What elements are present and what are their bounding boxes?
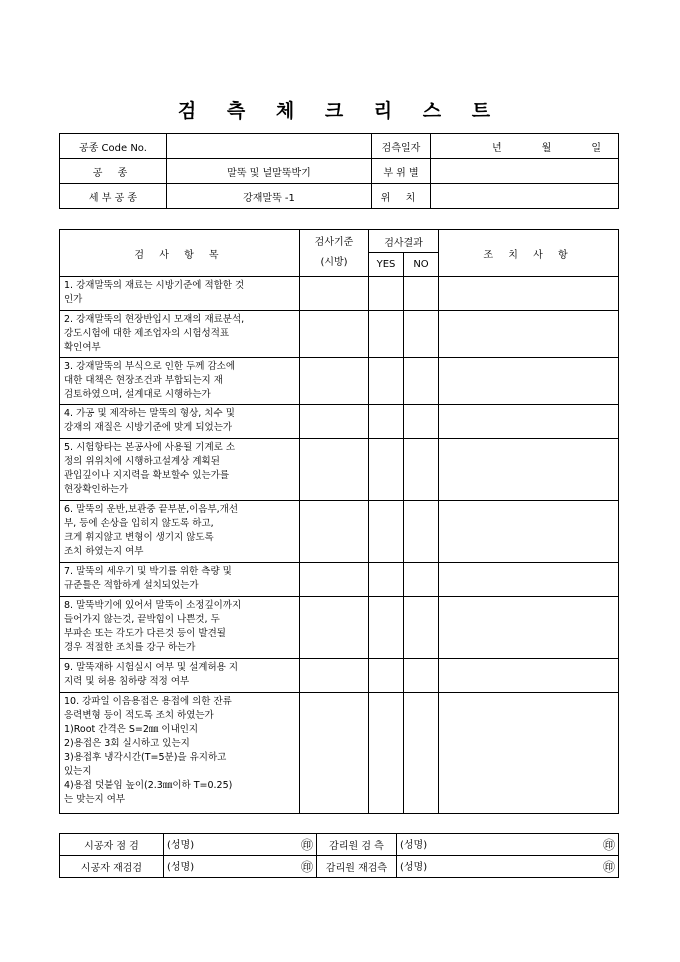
- seal-icon: ㊞: [300, 860, 313, 874]
- contractor-inspect-label: 시공자 점 검: [60, 834, 164, 856]
- standard-cell[interactable]: [300, 405, 369, 439]
- supervisor-reinspect-sign[interactable]: [397, 856, 619, 878]
- action-cell[interactable]: [439, 693, 619, 814]
- date-day: 일: [591, 142, 601, 154]
- location-label: 위 치: [372, 184, 431, 209]
- action-cell[interactable]: [439, 405, 619, 439]
- work-type-value[interactable]: 말뚝 및 널말뚝박기: [167, 159, 372, 184]
- location-value[interactable]: [431, 184, 619, 209]
- check-item-3: 3. 강재말뚝의 부식으로 인한 두께 감소에 대한 대책은 현장조건과 부합되는지 재 검토하였으며, 설계대로 시행하는가: [60, 358, 300, 405]
- col-yes-header: YES: [369, 253, 404, 277]
- check-item-7: 7. 말뚝의 세우기 및 박기를 위한 측량 및 규준틀은 적합하게 설치되었는가: [60, 563, 300, 597]
- standard-cell[interactable]: [300, 311, 369, 358]
- no-cell[interactable]: [404, 439, 439, 501]
- seal-icon: ㊞: [602, 860, 615, 874]
- checklist-table: [59, 229, 619, 814]
- work-code-label: 공종 Code No.: [60, 134, 167, 159]
- name-label: (성명): [167, 840, 195, 851]
- supervisor-reinspect-label: 감리원 재검측: [317, 856, 397, 878]
- sub-work-label: 세 부 공 종: [60, 184, 167, 209]
- col-no-header: NO: [404, 253, 439, 277]
- yes-cell[interactable]: [369, 439, 404, 501]
- standard-cell[interactable]: [300, 563, 369, 597]
- name-label: (성명): [400, 862, 428, 873]
- check-item-1: 1. 강재말뚝의 재료는 시방기준에 적합한 것 인가: [60, 277, 300, 311]
- no-cell[interactable]: [404, 277, 439, 311]
- inspection-date-label: 검측일자: [372, 134, 431, 159]
- col-standard-header: 검사기준 (시방): [300, 230, 369, 277]
- action-cell[interactable]: [439, 659, 619, 693]
- contractor-reinspect-label: 시공자 재검검: [60, 856, 164, 878]
- part-value[interactable]: [431, 159, 619, 184]
- action-cell[interactable]: [439, 597, 619, 659]
- yes-cell[interactable]: [369, 693, 404, 814]
- yes-cell[interactable]: [369, 597, 404, 659]
- action-cell[interactable]: [439, 277, 619, 311]
- col-result-header: 검사결과: [369, 230, 439, 253]
- standard-cell[interactable]: [300, 501, 369, 563]
- col-action-header: 조 치 사 항: [439, 230, 619, 277]
- check-item-5: 5. 시험항타는 본공사에 사용될 기계로 소 정의 위위치에 시행하고설계상 계획된 관입깊이나 지지력을 확보할수 있는가를 현장확인하는가: [60, 439, 300, 501]
- info-table: [59, 133, 619, 209]
- name-label: (성명): [167, 862, 195, 873]
- work-type-label: 공 종: [60, 159, 167, 184]
- no-cell[interactable]: [404, 597, 439, 659]
- no-cell[interactable]: [404, 405, 439, 439]
- no-cell[interactable]: [404, 563, 439, 597]
- col-items-header: 검 사 항 목: [60, 230, 300, 277]
- action-cell[interactable]: [439, 439, 619, 501]
- name-label: (성명): [400, 840, 428, 851]
- check-item-6: 6. 말뚝의 운반,보관중 끝부분,이음부,개선 부, 등에 손상을 입히지 않도록 하고, 크게 휘지않고 변형이 생기지 않도록 조치 하였는지 여부: [60, 501, 300, 563]
- contractor-inspect-sign[interactable]: [164, 834, 317, 856]
- standard-cell[interactable]: [300, 693, 369, 814]
- standard-cell[interactable]: [300, 358, 369, 405]
- no-cell[interactable]: [404, 358, 439, 405]
- yes-cell[interactable]: [369, 358, 404, 405]
- date-month: 월: [541, 142, 552, 154]
- standard-cell[interactable]: [300, 277, 369, 311]
- check-item-4: 4. 가공 및 제작하는 말뚝의 형상, 치수 및 강재의 재질은 시방기준에 맞게 되었는가: [60, 405, 300, 439]
- action-cell[interactable]: [439, 358, 619, 405]
- action-cell[interactable]: [439, 501, 619, 563]
- seal-icon: ㊞: [602, 838, 615, 852]
- check-item-8: 8. 말뚝박기에 있어서 말뚝이 소정깊이까지 들어가지 않는것, 끝박힘이 나쁜것, 두 부파손 또는 각도가 다른것 등이 발견될 경우 적절한 조치를 강구 하는가: [60, 597, 300, 659]
- standard-cell[interactable]: [300, 597, 369, 659]
- yes-cell[interactable]: [369, 311, 404, 358]
- standard-cell[interactable]: [300, 659, 369, 693]
- no-cell[interactable]: [404, 693, 439, 814]
- seal-icon: ㊞: [300, 838, 313, 852]
- supervisor-inspect-label: 감리원 검 측: [317, 834, 397, 856]
- work-code-value[interactable]: [167, 134, 372, 159]
- yes-cell[interactable]: [369, 563, 404, 597]
- check-item-2: 2. 강재말뚝의 현장반입시 모재의 재료분석, 강도시험에 대한 제조업자의 시험성적표 확인여부: [60, 311, 300, 358]
- yes-cell[interactable]: [369, 277, 404, 311]
- part-label: 부 위 별: [372, 159, 431, 184]
- contractor-reinspect-sign[interactable]: [164, 856, 317, 878]
- check-item-9: 9. 말뚝재하 시험실시 여부 및 설계허용 지 지력 및 허용 침하량 적정 여부: [60, 659, 300, 693]
- standard-cell[interactable]: [300, 439, 369, 501]
- supervisor-inspect-sign[interactable]: [397, 834, 619, 856]
- yes-cell[interactable]: [369, 405, 404, 439]
- signature-table: [59, 833, 619, 878]
- no-cell[interactable]: [404, 501, 439, 563]
- inspection-date-value[interactable]: [431, 134, 619, 159]
- date-year: 년: [492, 142, 502, 154]
- no-cell[interactable]: [404, 659, 439, 693]
- page-title: 검 측 체 크 리 스 트: [177, 100, 503, 122]
- action-cell[interactable]: [439, 311, 619, 358]
- action-cell[interactable]: [439, 563, 619, 597]
- check-item-10: 10. 강파일 이음용접은 용접에 의한 잔류 응력변형 등이 적도록 조치 하였는가 1)Root 간격은 S=2㎜ 이내인지 2)용접은 3회 실시하고 있는지 3)용접후 냉각시간(T=5분)을 유지하고 있는지 4)용접 덧붙임 높이(2.3㎜이하 T=0.25) 는 맞는지 여부: [60, 693, 300, 814]
- sub-work-value[interactable]: 강재말뚝 -1: [167, 184, 372, 209]
- yes-cell[interactable]: [369, 659, 404, 693]
- yes-cell[interactable]: [369, 501, 404, 563]
- no-cell[interactable]: [404, 311, 439, 358]
